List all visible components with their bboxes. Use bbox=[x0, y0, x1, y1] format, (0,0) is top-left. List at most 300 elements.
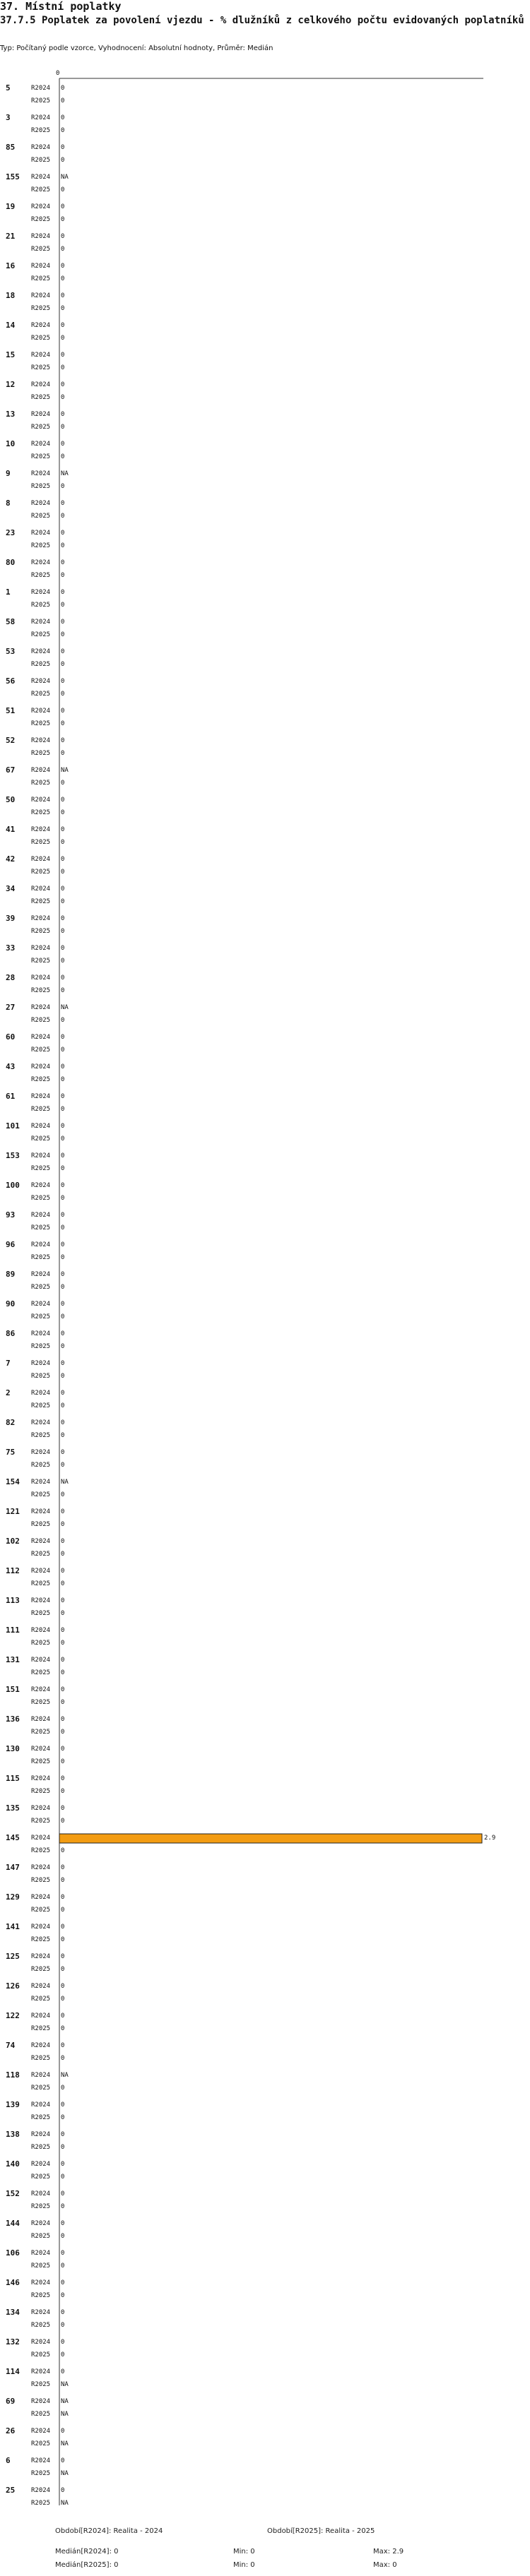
category-label: 90 bbox=[6, 1299, 16, 1308]
category-label: 10 bbox=[6, 439, 16, 448]
legend-min-p1: Min: 0 bbox=[233, 2548, 255, 2556]
data-label: 0 bbox=[61, 233, 65, 240]
series-label: R2025 bbox=[31, 1224, 51, 1232]
series-label: R2024 bbox=[31, 1004, 51, 1011]
data-label: 0 bbox=[61, 2114, 65, 2121]
data-label: 0 bbox=[61, 1936, 65, 1943]
category-label: 23 bbox=[6, 528, 16, 537]
data-label: NA bbox=[61, 470, 69, 477]
data-label: 0 bbox=[61, 381, 65, 388]
series-label: R2025 bbox=[31, 1402, 51, 1409]
series-label: R2025 bbox=[31, 1343, 51, 1350]
series-label: R2024 bbox=[31, 1063, 51, 1071]
data-label: 0 bbox=[61, 1449, 65, 1456]
data-label: 0 bbox=[61, 1046, 65, 1054]
data-label: 0 bbox=[61, 750, 65, 757]
data-label: 0 bbox=[61, 394, 65, 401]
data-label: 0 bbox=[61, 441, 65, 448]
bar bbox=[59, 1834, 482, 1843]
data-label: 0 bbox=[61, 1390, 65, 1397]
category-label: 129 bbox=[6, 1892, 20, 1902]
series-label: R2025 bbox=[31, 2411, 51, 2418]
series-label: R2024 bbox=[31, 1508, 51, 1515]
category-label: 85 bbox=[6, 143, 16, 152]
category-label: 140 bbox=[6, 2159, 20, 2169]
category-label: 153 bbox=[6, 1151, 20, 1160]
category-label: 52 bbox=[6, 736, 16, 745]
series-label: R2024 bbox=[31, 1775, 51, 1782]
data-label: 0 bbox=[61, 500, 65, 507]
series-label: R2024 bbox=[31, 292, 51, 299]
series-label: R2025 bbox=[31, 2055, 51, 2062]
series-label: R2024 bbox=[31, 263, 51, 270]
series-label: R2025 bbox=[31, 720, 51, 727]
data-label: 2.9 bbox=[484, 1835, 496, 1842]
series-label: R2024 bbox=[31, 856, 51, 863]
data-label: 0 bbox=[61, 1360, 65, 1367]
series-label: R2025 bbox=[31, 2144, 51, 2151]
category-label: 115 bbox=[6, 1774, 20, 1783]
category-label: 82 bbox=[6, 1418, 16, 1427]
series-label: R2025 bbox=[31, 1669, 51, 1676]
category-label: 101 bbox=[6, 1121, 20, 1131]
series-label: R2024 bbox=[31, 2161, 51, 2168]
series-label: R2025 bbox=[31, 1313, 51, 1320]
series-label: R2024 bbox=[31, 1805, 51, 1812]
series-label: R2024 bbox=[31, 1212, 51, 1219]
legend-max-p1: Max: 2.9 bbox=[373, 2548, 404, 2556]
data-label: 0 bbox=[61, 1686, 65, 1693]
data-label: 0 bbox=[61, 2085, 65, 2092]
data-label: 0 bbox=[61, 886, 65, 893]
category-label: 61 bbox=[6, 1092, 16, 1101]
series-label: R2024 bbox=[31, 737, 51, 744]
series-label: R2024 bbox=[31, 2190, 51, 2198]
data-label: 0 bbox=[61, 513, 65, 520]
series-label: R2025 bbox=[31, 2470, 51, 2477]
data-label: 0 bbox=[61, 85, 65, 92]
data-label: 0 bbox=[61, 589, 65, 596]
data-label: 0 bbox=[61, 530, 65, 537]
data-label: 0 bbox=[61, 2012, 65, 2020]
data-label: 0 bbox=[61, 1746, 65, 1753]
series-label: R2024 bbox=[31, 915, 51, 922]
series-label: R2024 bbox=[31, 1182, 51, 1189]
series-label: R2025 bbox=[31, 394, 51, 401]
series-label: R2025 bbox=[31, 750, 51, 757]
series-label: R2025 bbox=[31, 1907, 51, 1914]
legend-p2-label: Období[R2025]: Realita - 2025 bbox=[267, 2527, 375, 2535]
series-label: R2024 bbox=[31, 2398, 51, 2405]
category-label: 114 bbox=[6, 2367, 20, 2376]
data-label: 0 bbox=[61, 780, 65, 787]
category-label: 74 bbox=[6, 2041, 16, 2050]
data-label: 0 bbox=[61, 1521, 65, 1528]
series-label: R2025 bbox=[31, 1966, 51, 1973]
data-label: 0 bbox=[61, 1610, 65, 1617]
category-label: 135 bbox=[6, 1803, 20, 1813]
series-label: R2024 bbox=[31, 1479, 51, 1486]
series-label: R2024 bbox=[31, 974, 51, 982]
category-label: 154 bbox=[6, 1477, 20, 1486]
data-label: 0 bbox=[61, 928, 65, 935]
series-label: R2024 bbox=[31, 826, 51, 833]
category-label: 152 bbox=[6, 2189, 20, 2198]
series-label: R2024 bbox=[31, 1953, 51, 1960]
data-label: 0 bbox=[61, 1877, 65, 1884]
category-label: 89 bbox=[6, 1270, 16, 1279]
data-label: 0 bbox=[61, 364, 65, 371]
data-label: 0 bbox=[61, 263, 65, 270]
category-label: 147 bbox=[6, 1863, 20, 1872]
data-label: 0 bbox=[61, 1212, 65, 1219]
series-label: R2025 bbox=[31, 364, 51, 371]
x-axis-tick-label: 0 bbox=[56, 70, 60, 77]
data-label: 0 bbox=[61, 1093, 65, 1100]
series-label: R2025 bbox=[31, 275, 51, 282]
series-label: R2024 bbox=[31, 1568, 51, 1575]
series-label: R2024 bbox=[31, 1746, 51, 1753]
data-label: 0 bbox=[61, 856, 65, 863]
data-label: 0 bbox=[61, 559, 65, 566]
data-label: NA bbox=[61, 2500, 69, 2507]
series-label: R2025 bbox=[31, 2322, 51, 2329]
series-label: R2025 bbox=[31, 2203, 51, 2210]
data-label: 0 bbox=[61, 216, 65, 223]
series-label: R2024 bbox=[31, 441, 51, 448]
category-label: 21 bbox=[6, 232, 16, 241]
category-label: 18 bbox=[6, 291, 16, 300]
data-label: 0 bbox=[61, 1818, 65, 1825]
data-label: 0 bbox=[61, 1063, 65, 1071]
category-label: 134 bbox=[6, 2308, 20, 2317]
category-label: 75 bbox=[6, 1448, 16, 1457]
data-label: 0 bbox=[61, 305, 65, 312]
data-label: 0 bbox=[61, 987, 65, 994]
category-label: 126 bbox=[6, 1981, 20, 1991]
category-label: 42 bbox=[6, 854, 16, 864]
series-label: R2024 bbox=[31, 1301, 51, 1308]
series-label: R2025 bbox=[31, 424, 51, 431]
category-label: 7 bbox=[6, 1359, 11, 1368]
data-label: 0 bbox=[61, 1165, 65, 1172]
category-label: 3 bbox=[6, 113, 11, 122]
series-label: R2025 bbox=[31, 1936, 51, 1943]
series-label: R2024 bbox=[31, 203, 51, 210]
series-label: R2024 bbox=[31, 2368, 51, 2375]
series-label: R2025 bbox=[31, 2262, 51, 2270]
data-label: 0 bbox=[61, 1568, 65, 1575]
data-label: 0 bbox=[61, 1538, 65, 1545]
data-label: NA bbox=[61, 1479, 69, 1486]
category-label: 138 bbox=[6, 2130, 20, 2139]
data-label: 0 bbox=[61, 1284, 65, 1291]
series-label: R2025 bbox=[31, 1106, 51, 1113]
data-label: 0 bbox=[61, 1241, 65, 1248]
data-label: 0 bbox=[61, 1864, 65, 1871]
data-label: 0 bbox=[61, 737, 65, 744]
category-label: 2 bbox=[6, 1388, 11, 1397]
data-label: 0 bbox=[61, 2161, 65, 2168]
data-label: 0 bbox=[61, 1894, 65, 1901]
series-label: R2025 bbox=[31, 2500, 51, 2507]
data-label: 0 bbox=[61, 1953, 65, 1960]
data-label: NA bbox=[61, 2440, 69, 2447]
series-label: R2025 bbox=[31, 1996, 51, 2003]
data-label: 0 bbox=[61, 2457, 65, 2464]
series-label: R2025 bbox=[31, 2292, 51, 2299]
series-label: R2024 bbox=[31, 530, 51, 537]
category-label: 102 bbox=[6, 1537, 20, 1546]
data-label: 0 bbox=[61, 1669, 65, 1676]
series-label: R2024 bbox=[31, 559, 51, 566]
category-label: 131 bbox=[6, 1655, 20, 1664]
series-label: R2025 bbox=[31, 1076, 51, 1083]
series-label: R2024 bbox=[31, 1835, 51, 1842]
series-label: R2025 bbox=[31, 1758, 51, 1765]
series-label: R2024 bbox=[31, 1597, 51, 1604]
data-label: 0 bbox=[61, 186, 65, 193]
series-label: R2025 bbox=[31, 2440, 51, 2447]
data-label: 0 bbox=[61, 542, 65, 549]
data-label: 0 bbox=[61, 1597, 65, 1604]
series-label: R2025 bbox=[31, 1551, 51, 1558]
data-label: 0 bbox=[61, 1402, 65, 1409]
series-label: R2025 bbox=[31, 1195, 51, 1202]
data-label: 0 bbox=[61, 1657, 65, 1664]
data-label: 0 bbox=[61, 1343, 65, 1350]
series-label: R2024 bbox=[31, 589, 51, 596]
data-label: 0 bbox=[61, 958, 65, 965]
data-label: 0 bbox=[61, 483, 65, 490]
series-label: R2025 bbox=[31, 602, 51, 609]
data-label: 0 bbox=[61, 292, 65, 299]
series-label: R2024 bbox=[31, 1271, 51, 1278]
data-label: 0 bbox=[61, 1152, 65, 1159]
data-label: 0 bbox=[61, 2220, 65, 2227]
series-label: R2024 bbox=[31, 1123, 51, 1130]
category-label: 53 bbox=[6, 647, 16, 656]
data-label: 0 bbox=[61, 1640, 65, 1647]
category-label: 33 bbox=[6, 943, 16, 953]
legend-median-p1: Medián[R2024]: 0 bbox=[55, 2548, 119, 2556]
series-label: R2024 bbox=[31, 352, 51, 359]
series-label: R2025 bbox=[31, 186, 51, 193]
data-label: 0 bbox=[61, 1580, 65, 1587]
data-label: 0 bbox=[61, 1330, 65, 1337]
series-label: R2024 bbox=[31, 678, 51, 685]
data-label: 0 bbox=[61, 1419, 65, 1426]
data-label: 0 bbox=[61, 1432, 65, 1439]
data-label: 0 bbox=[61, 1254, 65, 1261]
data-label: NA bbox=[61, 2381, 69, 2388]
series-label: R2024 bbox=[31, 2487, 51, 2494]
data-label: 0 bbox=[61, 974, 65, 982]
series-label: R2025 bbox=[31, 2085, 51, 2092]
series-label: R2024 bbox=[31, 2279, 51, 2286]
chart-note: Typ: Počítaný podle vzorce, Vyhodnocení: Absolutní hodnoty, Průměr: Medián bbox=[0, 44, 273, 52]
data-label: NA bbox=[61, 2411, 69, 2418]
data-label: 0 bbox=[61, 2487, 65, 2494]
series-label: R2024 bbox=[31, 2042, 51, 2049]
data-label: 0 bbox=[61, 352, 65, 359]
data-label: 0 bbox=[61, 1491, 65, 1498]
data-label: 0 bbox=[61, 411, 65, 418]
category-label: 39 bbox=[6, 914, 16, 923]
series-label: R2025 bbox=[31, 2174, 51, 2181]
category-label: 41 bbox=[6, 825, 16, 834]
series-label: R2024 bbox=[31, 500, 51, 507]
category-label: 141 bbox=[6, 1922, 20, 1931]
series-label: R2025 bbox=[31, 1284, 51, 1291]
series-label: R2025 bbox=[31, 1521, 51, 1528]
data-label: 0 bbox=[61, 2250, 65, 2257]
series-label: R2025 bbox=[31, 2114, 51, 2121]
series-label: R2024 bbox=[31, 470, 51, 477]
data-label: 0 bbox=[61, 1758, 65, 1765]
series-label: R2024 bbox=[31, 945, 51, 952]
data-label: 0 bbox=[61, 2144, 65, 2151]
series-label: R2024 bbox=[31, 322, 51, 329]
series-label: R2024 bbox=[31, 2131, 51, 2138]
data-label: 0 bbox=[61, 246, 65, 253]
series-label: R2024 bbox=[31, 2012, 51, 2020]
data-label: 0 bbox=[61, 2262, 65, 2270]
series-label: R2025 bbox=[31, 869, 51, 876]
series-label: R2025 bbox=[31, 1373, 51, 1380]
series-label: R2024 bbox=[31, 1330, 51, 1337]
data-label: 0 bbox=[61, 1805, 65, 1812]
data-label: 0 bbox=[61, 157, 65, 164]
series-label: R2025 bbox=[31, 1729, 51, 1736]
series-label: R2024 bbox=[31, 1716, 51, 1723]
category-label: 132 bbox=[6, 2337, 20, 2347]
category-label: 106 bbox=[6, 2248, 20, 2258]
series-label: R2025 bbox=[31, 809, 51, 816]
data-label: NA bbox=[61, 2072, 69, 2079]
data-label: 0 bbox=[61, 631, 65, 638]
data-label: 0 bbox=[61, 2309, 65, 2316]
category-label: 25 bbox=[6, 2486, 16, 2495]
series-label: R2025 bbox=[31, 2233, 51, 2240]
data-label: 0 bbox=[61, 945, 65, 952]
series-label: R2024 bbox=[31, 85, 51, 92]
series-label: R2024 bbox=[31, 1657, 51, 1664]
data-label: 0 bbox=[61, 661, 65, 668]
series-label: R2024 bbox=[31, 144, 51, 151]
series-label: R2024 bbox=[31, 1034, 51, 1041]
series-label: R2024 bbox=[31, 886, 51, 893]
series-label: R2024 bbox=[31, 1627, 51, 1634]
category-label: 151 bbox=[6, 1685, 20, 1694]
series-label: R2025 bbox=[31, 1847, 51, 1854]
series-label: R2025 bbox=[31, 127, 51, 134]
series-label: R2025 bbox=[31, 1788, 51, 1795]
series-label: R2025 bbox=[31, 661, 51, 668]
series-label: R2024 bbox=[31, 1538, 51, 1545]
category-label: 14 bbox=[6, 321, 16, 330]
data-label: 0 bbox=[61, 1716, 65, 1723]
series-label: R2024 bbox=[31, 1419, 51, 1426]
data-label: 0 bbox=[61, 2055, 65, 2062]
category-label: 1 bbox=[6, 588, 11, 597]
data-label: NA bbox=[61, 1004, 69, 1011]
category-label: 58 bbox=[6, 617, 16, 626]
series-label: R2025 bbox=[31, 1491, 51, 1498]
data-label: 0 bbox=[61, 708, 65, 715]
data-label: 0 bbox=[61, 1034, 65, 1041]
category-label: 80 bbox=[6, 558, 16, 567]
data-label: 0 bbox=[61, 619, 65, 626]
data-label: 0 bbox=[61, 322, 65, 329]
series-label: R2025 bbox=[31, 1877, 51, 1884]
series-label: R2024 bbox=[31, 1983, 51, 1990]
data-label: NA bbox=[61, 2470, 69, 2477]
series-label: R2025 bbox=[31, 542, 51, 549]
series-label: R2024 bbox=[31, 2309, 51, 2316]
series-label: R2024 bbox=[31, 767, 51, 774]
series-label: R2025 bbox=[31, 958, 51, 965]
category-label: 9 bbox=[6, 469, 11, 478]
data-label: 0 bbox=[61, 2190, 65, 2198]
data-label: NA bbox=[61, 174, 69, 181]
series-label: R2025 bbox=[31, 2351, 51, 2359]
category-label: 34 bbox=[6, 884, 16, 893]
category-label: 12 bbox=[6, 380, 16, 389]
data-label: 0 bbox=[61, 1313, 65, 1320]
data-label: 0 bbox=[61, 424, 65, 431]
series-label: R2024 bbox=[31, 114, 51, 121]
series-label: R2025 bbox=[31, 572, 51, 579]
category-label: 96 bbox=[6, 1240, 16, 1249]
category-label: 5 bbox=[6, 83, 11, 93]
series-label: R2025 bbox=[31, 1017, 51, 1024]
series-label: R2025 bbox=[31, 987, 51, 994]
category-label: 100 bbox=[6, 1181, 20, 1190]
category-label: 15 bbox=[6, 350, 16, 359]
data-label: 0 bbox=[61, 1195, 65, 1202]
data-label: 0 bbox=[61, 2322, 65, 2329]
series-label: R2024 bbox=[31, 2101, 51, 2109]
data-label: 0 bbox=[61, 826, 65, 833]
data-label: 0 bbox=[61, 1847, 65, 1854]
data-label: 0 bbox=[61, 2131, 65, 2138]
data-label: 0 bbox=[61, 203, 65, 210]
data-label: 0 bbox=[61, 648, 65, 655]
data-label: 0 bbox=[61, 1729, 65, 1736]
series-label: R2025 bbox=[31, 2381, 51, 2388]
data-label: 0 bbox=[61, 1924, 65, 1931]
data-label: 0 bbox=[61, 1123, 65, 1130]
category-label: 144 bbox=[6, 2219, 20, 2228]
series-label: R2025 bbox=[31, 1580, 51, 1587]
data-label: 0 bbox=[61, 1017, 65, 1024]
data-label: 0 bbox=[61, 1271, 65, 1278]
category-label: 139 bbox=[6, 2100, 20, 2109]
series-label: R2025 bbox=[31, 691, 51, 698]
data-label: NA bbox=[61, 767, 69, 774]
category-label: 111 bbox=[6, 1626, 20, 1635]
series-label: R2024 bbox=[31, 2457, 51, 2464]
data-label: 0 bbox=[61, 127, 65, 134]
category-label: 112 bbox=[6, 1566, 20, 1575]
data-label: 0 bbox=[61, 797, 65, 804]
data-label: 0 bbox=[61, 1996, 65, 2003]
series-label: R2024 bbox=[31, 233, 51, 240]
legend-p1-label: Období[R2024]: Realita - 2024 bbox=[55, 2527, 163, 2535]
category-label: 56 bbox=[6, 676, 16, 686]
series-label: R2025 bbox=[31, 216, 51, 223]
